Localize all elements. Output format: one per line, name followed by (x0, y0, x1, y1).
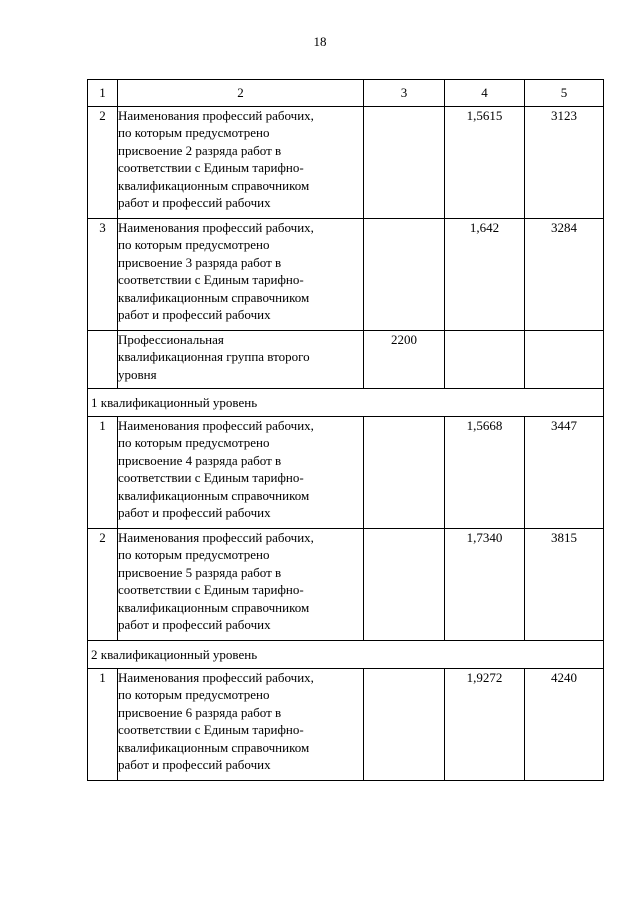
name-line: работ и профессий рабочих (118, 617, 271, 633)
name-line: соответствии с Единым тарифно- (118, 722, 304, 738)
salary-table (87, 79, 604, 781)
name-line: Профессиональная (118, 332, 224, 347)
row-number: 3 (88, 219, 118, 331)
table-row (88, 331, 604, 389)
table-row (88, 417, 604, 529)
name-line: Наименования профессий рабочих, (118, 418, 314, 433)
name-line: квалификационным справочником (118, 487, 310, 503)
header-cell: 2 (118, 80, 364, 107)
header-cell: 5 (525, 80, 604, 107)
qualification-level-label: 2 квалификационный уровень (88, 641, 604, 669)
salary-cell (525, 331, 604, 389)
header-cell: 3 (364, 80, 445, 107)
profession-name (118, 417, 364, 529)
base-salary-cell (364, 669, 445, 781)
name-line: работ и профессий рабочих (118, 505, 271, 521)
salary-cell: 3123 (525, 107, 604, 219)
salary-cell: 3815 (525, 529, 604, 641)
row-number: 1 (88, 417, 118, 529)
coefficient-cell: 1,7340 (445, 529, 525, 641)
profession-name (118, 529, 364, 641)
name-line: соответствии с Единым тарифно- (118, 582, 304, 598)
name-line: квалификационная группа второго (118, 349, 310, 365)
base-salary-cell (364, 417, 445, 529)
base-salary-cell (364, 219, 445, 331)
qualification-level-row (88, 389, 604, 417)
name-line: Наименования профессий рабочих, (118, 220, 314, 235)
qualification-level-label: 1 квалификационный уровень (88, 389, 604, 417)
name-line: соответствии с Единым тарифно- (118, 160, 304, 176)
name-line: соответствии с Единым тарифно- (118, 470, 304, 486)
row-number: 2 (88, 107, 118, 219)
name-line: Наименования профессий рабочих, (118, 108, 314, 123)
name-line: присвоение 3 разряда работ в (118, 254, 282, 270)
name-line: уровня (118, 366, 157, 382)
group-name (118, 331, 364, 389)
name-line: по которым предусмотрено (118, 547, 270, 563)
name-line: присвоение 2 разряда работ в (118, 142, 282, 158)
name-line: присвоение 6 разряда работ в (118, 704, 282, 720)
name-line: по которым предусмотрено (118, 125, 270, 141)
base-salary-cell (364, 529, 445, 641)
name-line: по которым предусмотрено (118, 687, 270, 703)
name-line: квалификационным справочником (118, 177, 310, 193)
name-line: квалификационным справочником (118, 739, 310, 755)
table-header-row (88, 80, 604, 107)
table-row (88, 107, 604, 219)
salary-cell: 3447 (525, 417, 604, 529)
base-salary-cell: 2200 (364, 331, 445, 389)
row-number: 1 (88, 669, 118, 781)
name-line: работ и профессий рабочих (118, 307, 271, 323)
header-cell: 1 (88, 80, 118, 107)
coefficient-cell (445, 331, 525, 389)
name-line: присвоение 4 разряда работ в (118, 452, 282, 468)
coefficient-cell: 1,642 (445, 219, 525, 331)
page-number: 18 (313, 34, 327, 49)
row-number: 2 (88, 529, 118, 641)
name-line: работ и профессий рабочих (118, 195, 271, 211)
name-line: Наименования профессий рабочих, (118, 670, 314, 685)
row-number (88, 331, 118, 389)
name-line: квалификационным справочником (118, 289, 310, 305)
profession-name (118, 219, 364, 331)
salary-cell: 3284 (525, 219, 604, 331)
table-row (88, 219, 604, 331)
table-row (88, 669, 604, 781)
name-line: квалификационным справочником (118, 599, 310, 615)
profession-name (118, 107, 364, 219)
name-line: Наименования профессий рабочих, (118, 530, 314, 545)
base-salary-cell (364, 107, 445, 219)
salary-cell: 4240 (525, 669, 604, 781)
header-cell: 4 (445, 80, 525, 107)
name-line: работ и профессий рабочих (118, 757, 271, 773)
coefficient-cell: 1,5615 (445, 107, 525, 219)
name-line: по которым предусмотрено (118, 435, 270, 451)
qualification-level-row (88, 641, 604, 669)
table-row (88, 529, 604, 641)
name-line: соответствии с Единым тарифно- (118, 272, 304, 288)
coefficient-cell: 1,5668 (445, 417, 525, 529)
coefficient-cell: 1,9272 (445, 669, 525, 781)
profession-name (118, 669, 364, 781)
name-line: присвоение 5 разряда работ в (118, 564, 282, 580)
name-line: по которым предусмотрено (118, 237, 270, 253)
